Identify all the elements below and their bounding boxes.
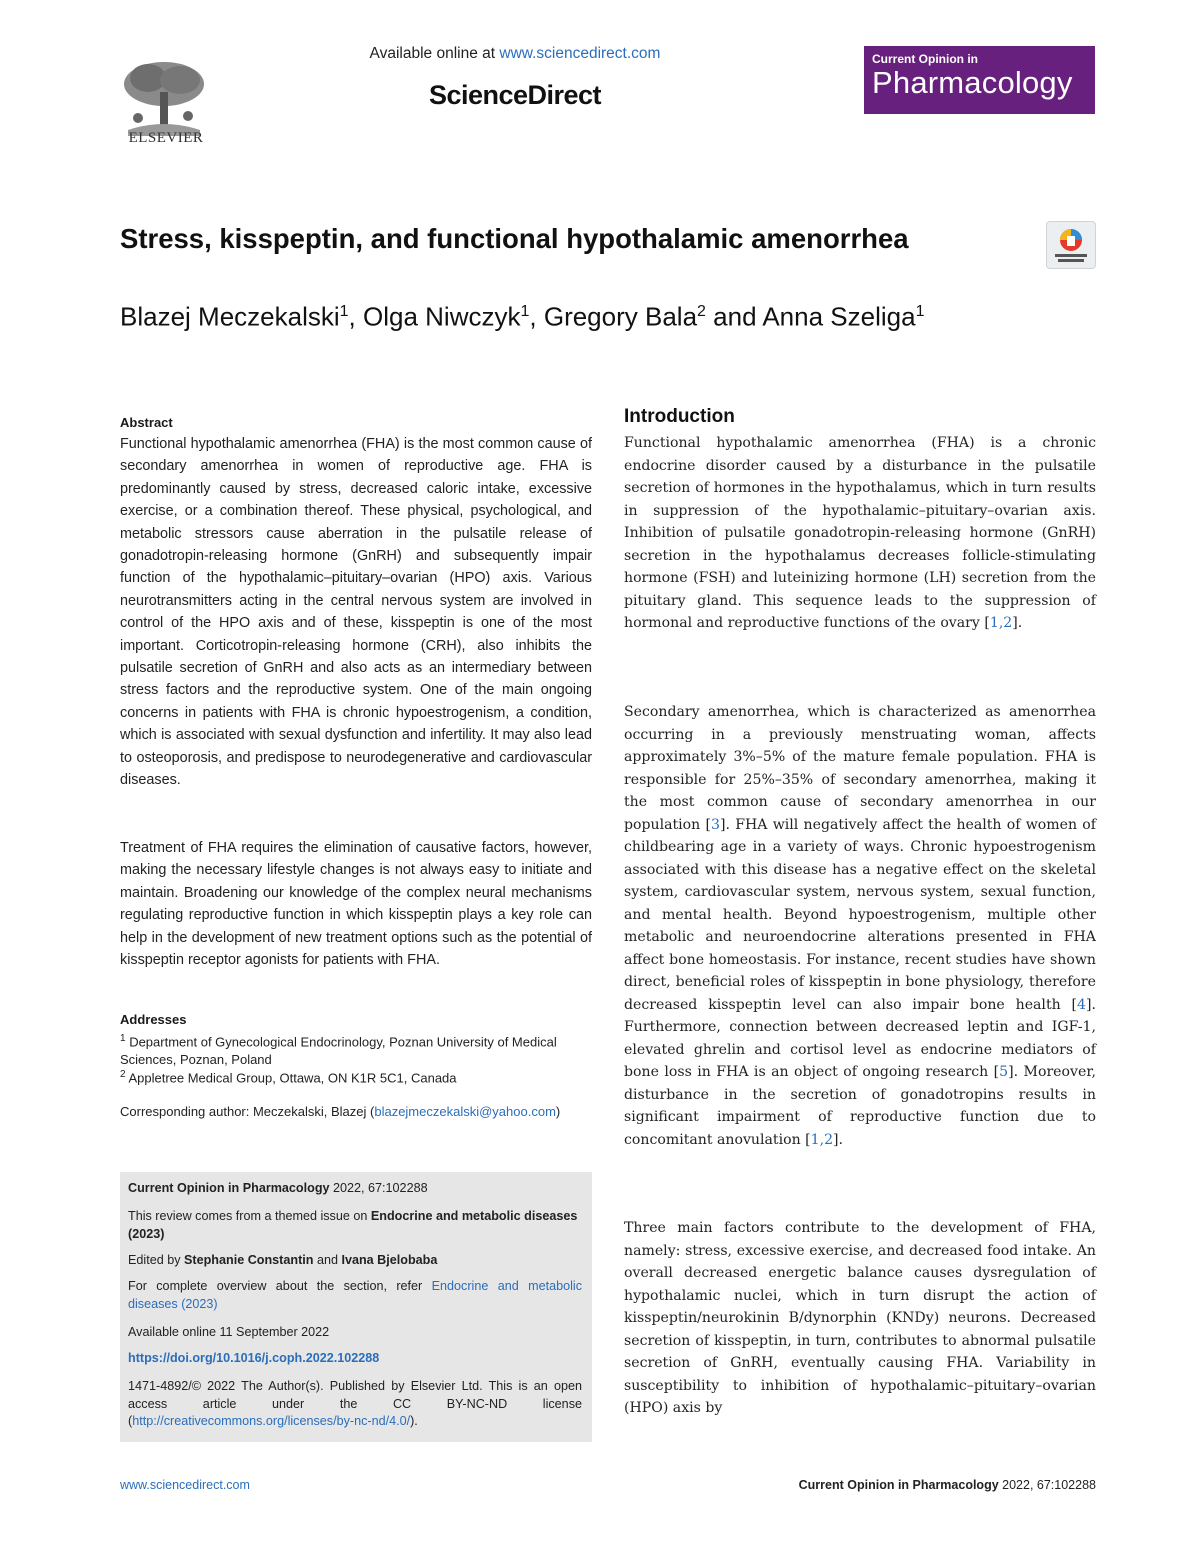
author-name[interactable]: Olga Niwczyk: [363, 301, 521, 332]
section-overview-link[interactable]: Endocrine and metabolic diseases (2023): [128, 1279, 582, 1311]
addresses-heading: Addresses: [120, 1012, 187, 1027]
journal-name-big: Pharmacology: [872, 65, 1073, 100]
publisher-name: ELSEVIER: [128, 130, 204, 146]
sciencedirect-link[interactable]: www.sciencedirect.com: [499, 45, 661, 62]
author-affiliation: 1: [520, 303, 530, 320]
author-separator: and: [705, 301, 763, 332]
citation-link[interactable]: 3: [711, 816, 720, 833]
available-online-date: Available online 11 September 2022: [128, 1325, 330, 1339]
introduction-heading: Introduction: [624, 406, 735, 427]
author-name[interactable]: Gregory Bala: [543, 301, 698, 332]
article-info-box: [120, 1172, 592, 1442]
platform-name[interactable]: ScienceDirect: [428, 80, 602, 110]
article-title: Stress, kisspeptin, and functional hypothalamic amenorrhea: [120, 223, 909, 254]
corresponding-author: Corresponding author: Meczekalski, Blazej (blazejmeczekalski@yahoo.com): [120, 1104, 561, 1119]
citation-line: Current Opinion in Pharmacology 2022, 67:102288: [128, 1181, 428, 1195]
footer-citation: Current Opinion in Pharmacology 2022, 67:102288: [798, 1478, 1096, 1492]
overview-line: For complete overview about the section, refer Endocrine and metabolic diseases (2023): [128, 1279, 582, 1311]
author-list: [120, 294, 940, 335]
author-affiliation: 1: [915, 303, 925, 320]
doi-link[interactable]: https://doi.org/10.1016/j.coph.2022.102288: [128, 1351, 380, 1365]
intro-paragraph-3: Three main factors contribute to the development of FHA, namely: stress, excessive exercise, and decreased food intake. An overall decreased energetic balance causes dysregulation of hypothalamic nuclei, which in turn disrupt the action of kisspeptin/neurokinin B/dynorphin (KNDy) neurons. Decreased secretion of kisspeptin, in turn, contributes to abnormal pulsatile secretion of GnRH, eventually causing FHA. Variability in susceptibility to inhibition of hypothalamic–pituitary–ovarian (HPO) axis by: [624, 1220, 1096, 1416]
address-2: $^2$ Appletree Medical Group, Ottawa, ON K1R 5C1, Canada: [120, 1069, 457, 1086]
author-affiliation: 2: [697, 303, 706, 320]
citation-link[interactable]: 1,2: [989, 615, 1013, 631]
abstract-paragraph-2: Treatment of FHA requires the elimination of causative factors, however, making the necessary lifestyle changes is not always easy to initiate and maintain. Broadening our knowledge of the complex neural mechanisms regulating reproductive function in which kisspeptin plays a key role can help in the development of new treatment options such as the potential of kisspeptin receptor agonists for patients with FHA.: [120, 840, 592, 969]
author-affiliation: 1: [339, 303, 349, 320]
footer-sciencedirect-link[interactable]: www.sciencedirect.com: [120, 1478, 250, 1492]
available-online: Available online at www.sciencedirect.com: [369, 45, 661, 62]
author-email-link[interactable]: blazejmeczekalski@yahoo.com: [374, 1104, 556, 1119]
intro-paragraph-1: Functional hypothalamic amenorrhea (FHA) is a chronic endocrine disorder caused by a disturbance in the pulsatile secretion of hormones in the hypothalamus, which in turn results in suppression of the hypothalamic–pituitary–ovarian axis. Inhibition of pulsatile gonadotropin-releasing hormone (GnRH) secretion in the hypothalamus decreases follicle-stimulating hormone (FSH) and luteinizing hormone (LH) secretion from the pituitary gland. This sequence leads to the suppression of hormonal and reproductive functions of the ovary [1,2].: [624, 435, 1096, 631]
journal-badge[interactable]: [864, 46, 1095, 114]
license-line: 1471-4892/© 2022 The Author(s). Published by Elsevier Ltd. This is an open access article under the CC BY-NC-ND license (http://creativecommons.org/licenses/by-nc-nd/4.0/).: [128, 1379, 582, 1428]
crossmark-icon[interactable]: [1046, 221, 1096, 269]
abstract-paragraph-1: Functional hypothalamic amenorrhea (FHA) is the most common cause of secondary amenorrhea in women of reproductive age. FHA is predominantly caused by stress, decreased caloric intake, excessive exercise, or a combination thereof. These physical, psychological, and metabolic stressors cause aberration in the pulsatile release of gonadotropin-releasing hormone (GnRH) and subsequently impair function of the hypothalamic–pituitary–ovarian (HPO) axis. Various neurotransmitters acting in the central nervous system are involved in control of the HPO axis and of these, kisspeptin is one of the most important. Corticotropin-releasing hormone (CRH), also inhibits the pulsatile secretion of GnRH and also acts as an intermediary between stress factors and the reproductive system. One of the main ongoing concerns in patients with FHA is chronic hypoestrogenism, a condition, which is associated with sexual dysfunction and infertility. It may also lead to osteoporosis, and predispose to neurodegenerative and cardiovascular diseases.: [120, 436, 592, 789]
abstract-heading: Abstract: [120, 415, 173, 430]
license-link[interactable]: http://creativecommons.org/licenses/by-nc-nd/4.0/: [132, 1414, 411, 1428]
author-name[interactable]: Anna Szeliga: [762, 301, 916, 332]
author-name[interactable]: Blazej Meczekalski: [120, 301, 340, 332]
intro-paragraph-2: Secondary amenorrhea, which is characterized as amenorrhea occurring in a previously menstruating woman, affects approximately 3%–5% of the mature female population. FHA is responsible for 25%–35% of secondary amenorrhea, making it the most common cause of secondary amenorrhea in our population [3]. FHA will negatively affect the health of women of childbearing age in a variety of ways. Chronic hypoestrogenism associated with this disease has a negative effect on the skeletal system, cardiovascular system, nervous system, sexual function, and mental health. Beyond hypoestrogenism, multiple other metabolic and neuroendocrine alterations presented in FHA affect bone homeostasis. For instance, recent studies have shown direct, beneficial roles of kisspeptin in bone physiology, therefore decreased kisspeptin level can also impair bone health [4]. Furthermore, connection between decreased leptin and IGF-1, elevated ghrelin and cortisol level as endocrine mediators of bone loss in FHA is an object of ongoing research [5]. Moreover, disturbance in the secretion of gonadotropins results in significant impairment of reproductive function due to concomitant anovulation [1,2].: [624, 704, 1096, 1148]
edited-by-line: Edited by Stephanie Constantin and Ivana Bjelobaba: [128, 1253, 438, 1267]
citation-link[interactable]: 4: [1077, 996, 1087, 1013]
author-separator: ,: [529, 301, 544, 332]
address-1: $^1$ Department of Gynecological Endocrinology, Poznan University of Medical Sciences, Poznan, Poland: [120, 1033, 557, 1068]
doi-line: [128, 1350, 582, 1368]
journal-name-small: Current Opinion in: [872, 52, 978, 66]
citation-link[interactable]: 1,2: [810, 1131, 834, 1148]
citation-link[interactable]: 5: [999, 1064, 1009, 1080]
themed-issue-line: This review comes from a themed issue on Endocrine and metabolic diseases (2023): [128, 1209, 578, 1241]
author-separator: ,: [348, 301, 363, 332]
